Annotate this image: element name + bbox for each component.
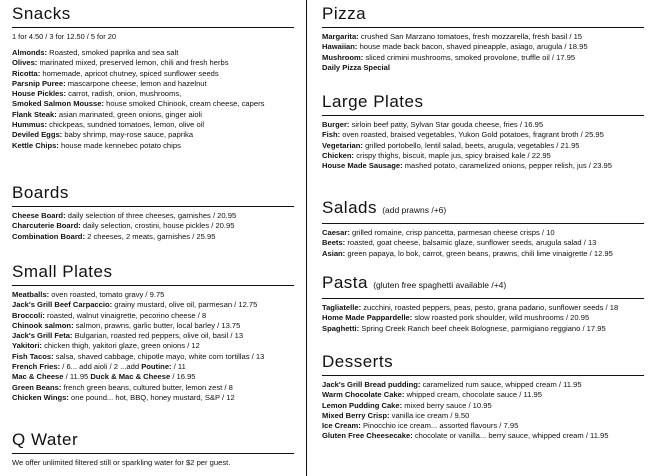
small-plates-list xyxy=(12,290,294,403)
menu-item-desc: oven roasted, tomato gravy / 9.75 xyxy=(51,290,165,299)
menu-item-name: Mushroom: xyxy=(322,52,364,62)
menu-item-name: Yakitori: xyxy=(12,341,42,351)
menu-item-name: Mac & Cheese xyxy=(12,372,64,382)
section-rule xyxy=(322,375,644,376)
menu-item-desc: / 6... add aioli / 2 ...add xyxy=(62,362,140,372)
menu-item-name: Hawaiian: xyxy=(322,42,358,52)
menu-item-desc: Spring Creek Ranch beef cheek Bolognese, parmigiano reggiano / 17.95 xyxy=(361,323,606,333)
menu-item-desc: vanilla ice cream / 9.50 xyxy=(391,410,470,420)
section-rule xyxy=(322,298,644,299)
menu-item xyxy=(12,48,294,58)
menu-item-name: Mixed Berry Crisp: xyxy=(322,410,390,420)
menu-item xyxy=(322,141,644,151)
menu-item xyxy=(12,232,294,242)
section-title: Boards xyxy=(12,183,69,202)
section-title xyxy=(322,198,644,220)
menu-item-desc: baby shrimp, may-rose sauce, paprika xyxy=(64,130,194,140)
section-note: (gluten free spaghetti available /+4) xyxy=(373,280,507,290)
desserts-section xyxy=(322,352,644,442)
menu-item xyxy=(12,221,294,231)
snacks-pricing: 1 for 4.50 / 3 for 12.50 / 5 for 20 xyxy=(12,32,116,41)
menu-item-name: Charcuterie Board: xyxy=(12,221,81,231)
small-plates-section xyxy=(12,262,294,403)
menu-item xyxy=(322,63,644,73)
column-divider xyxy=(306,0,307,476)
menu-item-name: Ricotta: xyxy=(12,68,41,78)
menu-item-name: Spaghetti: xyxy=(322,323,360,333)
menu-item-desc: asian marinated, green onions, ginger aioli xyxy=(58,109,202,119)
menu-item-name: Chinook salmon: xyxy=(12,320,74,330)
menu-item xyxy=(12,372,294,382)
menu-item-name: Ice Cream: xyxy=(322,421,361,431)
menu-item-name: Broccoli: xyxy=(12,310,45,320)
menu-item xyxy=(322,42,644,52)
menu-item-desc: / 11.95 xyxy=(65,372,89,382)
menu-item-name: Fish: xyxy=(322,130,341,140)
menu-item-name: Flank Steak: xyxy=(12,109,57,119)
menu-item-name: Lemon Pudding Cake: xyxy=(322,400,403,410)
menu-item xyxy=(12,58,294,68)
section-rule xyxy=(12,206,294,207)
menu-item xyxy=(12,300,294,310)
menu-item xyxy=(12,211,294,221)
menu-item xyxy=(12,383,294,393)
menu-item-desc: roasted, walnut vinaigrette, pecorino cheese / 8 xyxy=(47,310,207,320)
menu-item-desc: whipped cream, chocolate sauce / 11.95 xyxy=(406,390,542,400)
section-title: Desserts xyxy=(322,352,394,371)
menu-item-name: Parsnip Puree: xyxy=(12,78,66,88)
menu-item xyxy=(12,290,294,300)
menu-item xyxy=(12,79,294,89)
menu-item-name: Poutine: xyxy=(141,362,172,372)
menu-item-desc: Roasted, smoked paprika and sea salt xyxy=(49,48,179,57)
menu-item xyxy=(322,53,644,63)
menu-item xyxy=(12,141,294,151)
menu-item xyxy=(322,303,644,313)
menu-item-desc: 2 cheeses, 2 meats, garnishes / 25.95 xyxy=(87,231,216,241)
menu-item-desc: salmon, prawns, garlic butter, local barley / 13.75 xyxy=(75,320,241,330)
boards-section xyxy=(12,183,294,242)
menu-item-name: Meatballs: xyxy=(12,290,50,299)
menu-item-desc: green papaya, lo bok, carrot, green beans, prawns, chili lime vinaigrette / 12.95 xyxy=(347,248,613,258)
menu-item-name: Daily Pizza Special xyxy=(322,62,390,72)
menu-item-desc: chocolate or vanilla... berry sauce, whipped cream / 11.95 xyxy=(414,431,609,441)
menu-item-name: Deviled Eggs: xyxy=(12,130,63,140)
menu-item-desc: crushed San Marzano tomatoes, fresh mozzarella, fresh basil / 15 xyxy=(360,32,583,41)
menu-item-name: House Pickles: xyxy=(12,89,67,99)
menu-item-desc: caramelized rum sauce, whipped cream / 11.95 xyxy=(422,380,582,389)
pasta-list xyxy=(322,303,644,334)
large-plates-list xyxy=(322,120,644,171)
menu-item-desc: mashed potato, caramelized onions, pepper relish, jus / 23.95 xyxy=(404,161,612,171)
menu-item-desc: daily selection of three cheeses, garnishes / 20.95 xyxy=(67,211,237,220)
menu-item xyxy=(12,341,294,351)
menu-item xyxy=(322,324,644,334)
menu-item xyxy=(12,69,294,79)
menu-item-desc: daily selection, crostini, house pickles / 20.95 xyxy=(82,221,235,231)
menu-item-name: Green Beans: xyxy=(12,382,62,392)
menu-item-name: Combination Board: xyxy=(12,231,85,241)
menu-item-name: Tagliatelle: xyxy=(322,303,362,312)
menu-item-desc: grilled portobello, lentil salad, beets, arugula, vegetables / 21.95 xyxy=(365,140,580,150)
section-title: Q Water xyxy=(12,430,79,449)
menu-item-desc: mascarpone cheese, lemon and hazelnut xyxy=(67,78,207,88)
menu-item-desc: french green beans, cultured butter, lemon zest / 8 xyxy=(63,382,233,392)
pizza-list xyxy=(322,32,644,73)
menu-item-desc: mixed berry sauce / 10.95 xyxy=(404,400,492,410)
menu-item-desc: / 11 xyxy=(173,362,186,372)
menu-item-name: Duck & Mac & Cheese xyxy=(90,372,171,382)
menu-item xyxy=(322,32,644,42)
menu-item xyxy=(12,99,294,109)
section-title: Snacks xyxy=(12,4,71,23)
salads-section xyxy=(322,198,644,259)
menu-item-name: Chicken Wings: xyxy=(12,392,69,402)
menu-item-desc: roasted, goat cheese, balsamic glaze, sunflower seeds, arugula salad / 13 xyxy=(347,238,597,248)
menu-item xyxy=(12,89,294,99)
pasta-section xyxy=(322,273,644,334)
menu-item-desc: oven roasted, braised vegetables, Yukon Gold potatoes, fragrant broth / 25.95 xyxy=(342,130,604,140)
menu-item-name: Gluten Free Cheesecake: xyxy=(322,431,413,441)
menu-item xyxy=(322,161,644,171)
section-title xyxy=(322,273,644,295)
large-plates-section xyxy=(322,92,644,171)
menu-item-name: Chicken: xyxy=(322,150,355,160)
menu-item xyxy=(322,380,644,390)
menu-item xyxy=(322,228,644,238)
menu-item-desc: crispy thighs, biscuit, maple jus, spicy braised kale / 22.95 xyxy=(356,150,551,160)
menu-item-name: Home Made Pappardelle: xyxy=(322,313,413,323)
menu-item-desc: chicken thigh, yakitori glaze, green onions / 12 xyxy=(44,341,200,351)
menu-item xyxy=(12,130,294,140)
menu-item xyxy=(12,393,294,403)
menu-item xyxy=(322,421,644,431)
menu-item-desc: Bulgarian, roasted red peppers, olive oil, basil / 13 xyxy=(74,331,244,341)
salads-list xyxy=(322,228,644,259)
menu-item-desc: salsa, shaved cabbage, chipotle mayo, white corn tortillas / 13 xyxy=(55,351,265,361)
menu-item-desc: sirloin beef patty, Sylvan Star gouda cheese, fries / 16.95 xyxy=(351,120,544,129)
menu-item-desc: zucchini, roasted peppers, peas, pesto, grana padano, sunflower seeds / 18 xyxy=(363,303,619,312)
section-title: Pizza xyxy=(322,4,367,23)
section-rule xyxy=(12,27,294,28)
section-rule xyxy=(12,453,294,454)
q-water-section xyxy=(12,430,294,468)
menu-item-name: Asian: xyxy=(322,248,346,258)
menu-item xyxy=(322,313,644,323)
menu-item xyxy=(322,401,644,411)
menu-item-name: Olives: xyxy=(12,58,38,68)
menu-item-desc: sliced crimini mushrooms, smoked provolone, truffle oil / 17.95 xyxy=(365,52,576,62)
menu-item xyxy=(12,331,294,341)
menu-item-name: Caesar: xyxy=(322,228,350,237)
menu-item-name: Kettle Chips: xyxy=(12,140,59,150)
menu-item-name: Vegetarian: xyxy=(322,140,363,150)
menu-item-desc: house made back bacon, shaved pineapple, asiago, arugula / 18.95 xyxy=(359,42,588,52)
section-rule xyxy=(322,223,644,224)
menu-item-name: Jack's Grill Feta: xyxy=(12,331,73,341)
section-rule xyxy=(322,115,644,116)
menu-item-name: Burger: xyxy=(322,120,350,129)
section-title: Small Plates xyxy=(12,262,113,281)
menu-item-desc: house made kennebec potato chips xyxy=(60,140,181,150)
menu-item xyxy=(12,321,294,331)
menu-item-desc: Pinocchio ice cream... assorted flavours / 7.95 xyxy=(362,421,519,431)
menu-item-desc: homemade, apricot chutney, spiced sunflower seeds xyxy=(42,68,219,78)
section-rule xyxy=(12,285,294,286)
menu-item xyxy=(322,238,644,248)
menu-item xyxy=(322,151,644,161)
menu-item xyxy=(322,411,644,421)
section-title: Large Plates xyxy=(322,92,424,111)
menu-item xyxy=(322,130,644,140)
menu-item-desc: marinated mixed, preserved lemon, chili and fresh herbs xyxy=(39,58,229,68)
menu-item-name: Smoked Salmon Mousse: xyxy=(12,99,104,109)
snacks-list xyxy=(12,48,294,151)
pizza-section xyxy=(322,4,644,73)
menu-item-name: Warm Chocolate Cake: xyxy=(322,390,405,400)
menu-item xyxy=(322,390,644,400)
menu-item-desc: one pound... hot, BBQ, honey mustard, S&P / 12 xyxy=(71,392,235,402)
menu-item-desc: grainy mustard, olive oil, parmesan / 12.75 xyxy=(114,300,258,310)
menu-item-name: French Fries: xyxy=(12,362,61,372)
boards-list xyxy=(12,211,294,242)
section-title-text: Pasta xyxy=(322,273,368,292)
menu-item xyxy=(12,352,294,362)
menu-item xyxy=(322,249,644,259)
menu-item-desc: / 16.95 xyxy=(172,372,196,382)
menu-item-name: Fish Tacos: xyxy=(12,351,54,361)
menu-item-desc: grilled romaine, crisp pancetta, parmesan cheese crisps / 10 xyxy=(352,228,555,237)
menu-item xyxy=(12,362,294,372)
menu-item-desc: slow roasted pork shoulder, wild mushrooms / 20.95 xyxy=(414,313,590,323)
menu-item xyxy=(12,110,294,120)
menu-item-name: Margarita: xyxy=(322,32,359,41)
section-note: (add prawns /+6) xyxy=(382,205,447,215)
menu-item xyxy=(322,120,644,130)
menu-item-desc: carrot, radish, onion, mushrooms, xyxy=(68,89,182,99)
menu-item-name: House Made Sausage: xyxy=(322,161,403,171)
menu-item xyxy=(12,311,294,321)
menu-item-name: Jack's Grill Beef Carpaccio: xyxy=(12,300,113,310)
desserts-list xyxy=(322,380,644,442)
menu-item-name: Hummus: xyxy=(12,120,48,130)
snacks-section xyxy=(12,4,294,151)
menu-item xyxy=(12,120,294,130)
menu-item-name: Jack's Grill Bread pudding: xyxy=(322,380,421,389)
q-water-text: We offer unlimited filtered still or sparkling water for $2 per guest. xyxy=(12,458,231,467)
menu-item xyxy=(322,431,644,441)
section-title-text: Salads xyxy=(322,198,377,217)
menu-item-desc: house smoked Chinook, cream cheese, capers xyxy=(106,99,265,109)
menu-item-name: Beets: xyxy=(322,238,346,248)
menu-item-name: Almonds: xyxy=(12,48,48,57)
menu-item-desc: chickpeas, sundried tomatoes, lemon, olive oil xyxy=(49,120,205,130)
section-rule xyxy=(322,27,644,28)
menu-item-name: Cheese Board: xyxy=(12,211,66,220)
